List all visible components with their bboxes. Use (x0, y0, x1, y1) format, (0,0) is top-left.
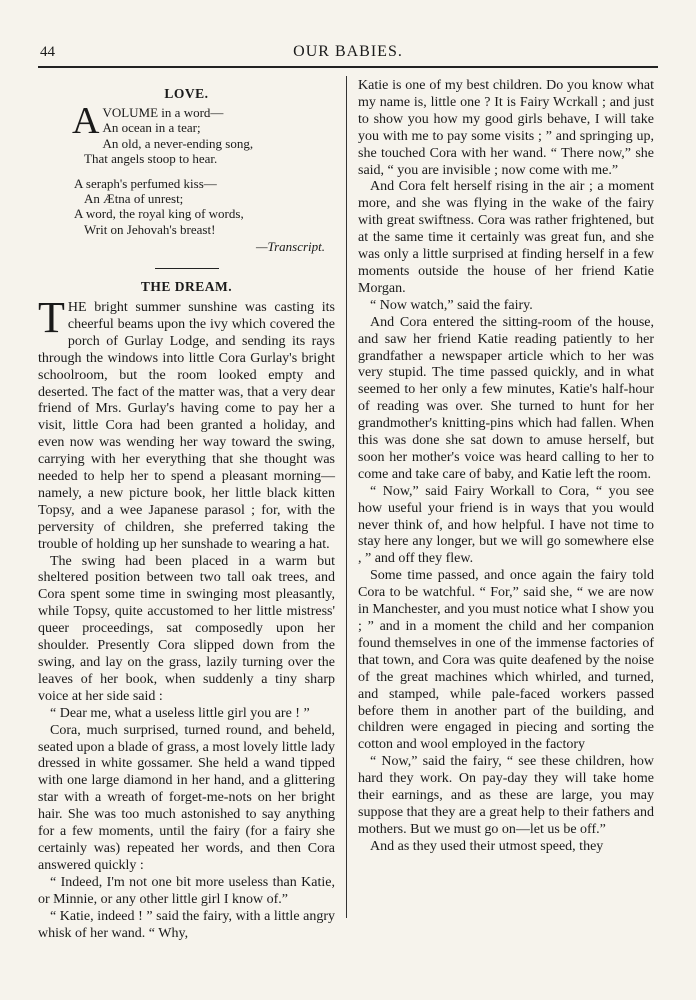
poem-line: An Ætna of unrest; (84, 190, 184, 206)
story-paragraph: “ Dear me, what a useless little girl you are ! ” (50, 705, 310, 721)
story-paragraph: Cora, much surprised, turned round, and beheld, seated upon a blade of grass, a most lovely little lady dressed in white gossamer. She held a wand tipped with one large diamond in her hand, and a glittering star with a wreath of forget-me-nots on her bright hair. She was too much astonished to say anything for a few moments, until the fairy (for a fairy she certainly was) repeated her words, and then Cora answered quickly : (38, 722, 335, 873)
poem-title: LOVE. (164, 86, 209, 101)
story-paragraph (38, 292, 335, 554)
column-divider (346, 76, 347, 918)
story-title: THE DREAM. (140, 279, 233, 295)
poem-line: That angels stoop to hear. (84, 151, 218, 167)
poem-line: Writ on Jehovah's breast! (84, 221, 216, 237)
page-number: 44 (40, 44, 55, 60)
left-column (38, 78, 335, 942)
poem-stanza-2 (74, 176, 335, 238)
poem-line: An old, a never-ending song, (102, 135, 254, 151)
header-rule (38, 66, 658, 68)
poem-line: A word, the royal king of words, (74, 206, 244, 222)
poem-line: VOLUME in a word— (102, 104, 224, 120)
story-paragraph: “ Now watch,” said the fairy. (370, 297, 533, 313)
story-paragraph: And as they used their utmost speed, they (370, 838, 604, 854)
story-paragraph: And Cora entered the sitting-room of the house, and saw her friend Katie reading patiently to her grandfather a newspaper article which to her was very stupid. The time passed quickly, and in what seemed to her only a few minutes, Katie's half-hour of reading was over. She turned to hunt for her grandmother's knitting-pins which had fallen. When this was done she sat down to amuse herself, but soon her mother's voice was heard calling to her to come and take care of baby, and Katie left the room. (358, 314, 654, 482)
story-paragraph: And Cora felt herself rising in the air ; a moment more, and she was flying in the wake of the fairy with great swiftness. Cora was rather frightened, but at the same time it certainly was great fun, and she was only a little surprised at finding herself in a few moments outside the house of her friend Katie Morgan. (358, 179, 654, 296)
story-lead-word: HE (67, 299, 87, 315)
poem-line: A seraph's perfumed kiss— (74, 175, 217, 191)
story-paragraph: “ Now,” said the fairy, “ see these children, how hard they work. On pay-day they will take home their earnings, and as these are large, you may suppose that they are a great help to their fathers and mothers. But we must go on—let us be off.” (358, 754, 654, 837)
story-paragraph: The swing had been placed in a warm but sheltered position between two tall oak trees, and Cora spent some time in swinging most pleasantly, while Topsy, quite accustomed to her little mistress' queer proceedings, sat composedly upon her shoulder. Presently Cora slipped down from the swing, and lay on the grass, lazily turning over the leaves of her book, when suddenly a tiny sharp voice at her side said : (38, 553, 335, 704)
story-paragraph: “ Indeed, I'm not one bit more useless than Katie, or Minnie, or any other little girl I know of.” (38, 874, 335, 907)
story-paragraph: Some time passed, and once again the fairy told Cora to be watchful. “ For,” said she, “ we are now in Manchester, and you must notice what I show you ; ” and in a moment the child and her companion found themselves in one of the immense factories of that town, and Cora was quite deafened by the noise of the great machines which whirled, and turned, and stamped, while pale-faced workers passed before them in another part of the building, and children were engaged in piecing and sorting the cotton and wool employed in the factory (358, 568, 654, 753)
story-paragraph: Katie is one of my best children. Do you know what my name is, little one ? It is Fairy Wcrkall ; and just to show you how my good girls behave, I will take you with me to pay some visits ; ” and springing up, she touched Cora with her wand. “ There now,” she said, “ you are invisible ; now come with me.” (358, 78, 654, 178)
poem-line: An ocean in a tear; (102, 120, 201, 136)
poem-attribution: —Transcript. (256, 239, 325, 255)
story-text: bright summer sunshine was casting its cheerful beams upon the ivy which covered the porch of Gurlay Lodge, and sending its rays through the windows into little Cora Gurlay's bright schoolroom, but the room looked empty and deserted. The fact of the matter was, that a very dear friend of Mrs. Gurlay's having come to pay her a visit, little Cora had been granted a holiday, and even now was wending her way toward the swing, carrying with her everything that she thought was needed to help her to spend a pleasant morning—namely, a new picture book, her little black kitten Topsy, and a wee Japanese parasol ; for, with the perversity of children, she preferred taking the trouble of holding up her sunshade to wearing a hat. (38, 299, 335, 552)
poem-body (72, 99, 335, 237)
story-drop-cap: T (38, 292, 65, 342)
right-column (358, 78, 654, 856)
section-rule (155, 268, 219, 269)
poem-stanza-1 (72, 99, 335, 167)
story-paragraph: “ Katie, indeed ! ” said the fairy, with a little angry whisk of her wand. “ Why, (38, 908, 335, 941)
running-title: OUR BABIES. (293, 43, 403, 60)
story-paragraph: “ Now,” said Fairy Workall to Cora, “ you see how useful your friend is in ways that you would never think of, and how helpful. I have not time to stay here any longer, but we will go somewhere else , ” and off they flew. (358, 483, 654, 567)
poem-drop-cap: A (72, 99, 100, 142)
